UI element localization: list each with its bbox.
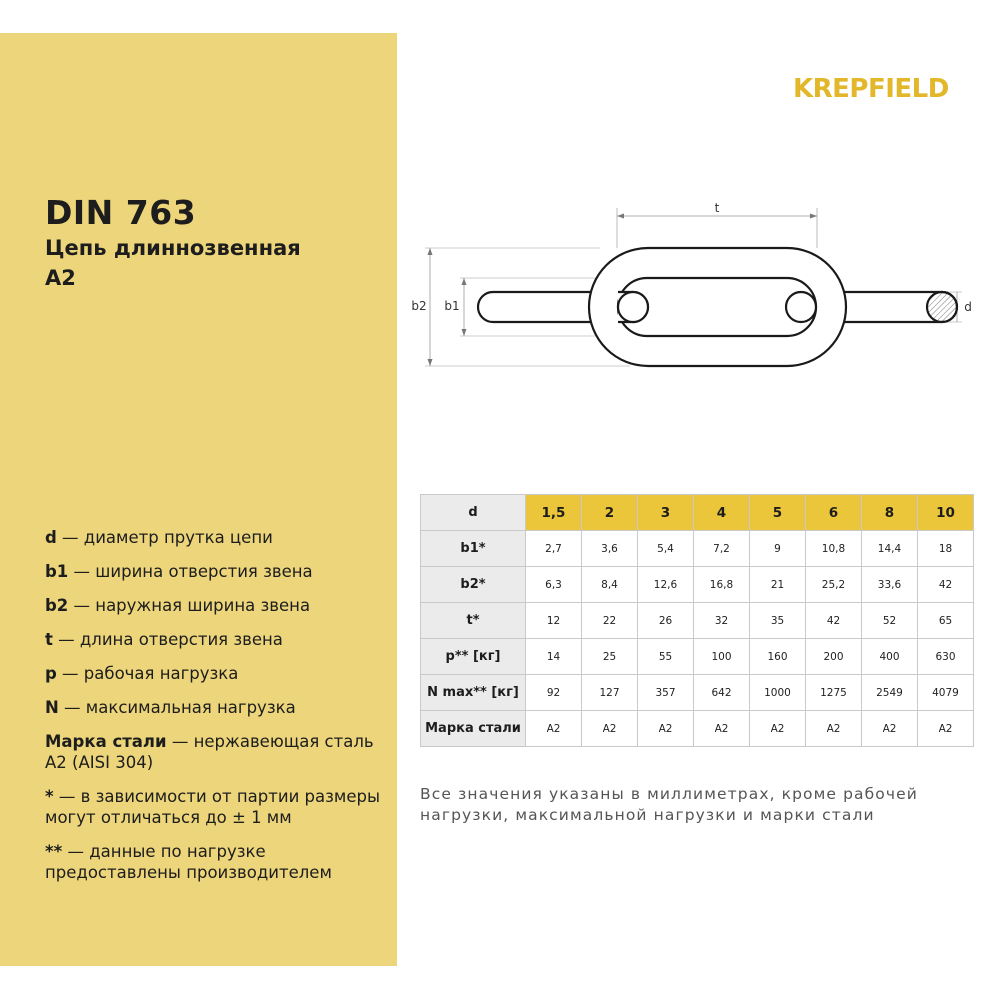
table-cell: A2 [806,711,862,747]
table-row [421,711,974,747]
title-block [45,193,301,293]
table-cell: 18 [918,531,974,567]
spec-table [420,494,974,747]
table-column-header: 5 [750,495,806,531]
table-row-label: b2* [421,567,526,603]
table-row-label: b1* [421,531,526,567]
table-row-label: Марка стали [421,711,526,747]
table-cell: 3,6 [582,531,638,567]
table-cell: 2549 [862,675,918,711]
table-row-label: N max** [кг] [421,675,526,711]
subtitle-line-2: A2 [45,266,76,290]
table-cell: 14,4 [862,531,918,567]
table-cell: A2 [918,711,974,747]
table-cell: 12,6 [638,567,694,603]
table-cell: A2 [526,711,582,747]
table-row-label: t* [421,603,526,639]
legend-text: — максимальная нагрузка [58,698,296,717]
table-cell: 642 [694,675,750,711]
table-header-d: d [421,495,526,531]
legend-key: b1 [45,562,69,581]
table-cell: 160 [750,639,806,675]
dim-t-label: t [714,201,720,215]
legend-item [45,697,390,718]
legend-text: — рабочая нагрузка [56,664,239,683]
units-note: Все значения указаны в миллиметрах, кроме рабочей нагрузки, максимальной нагрузки и марки стали [420,785,918,824]
table-cell: 630 [918,639,974,675]
legend-text: — нержавеющая сталь A2 (AISI 304) [45,732,374,772]
table-cell: A2 [582,711,638,747]
table-row [421,675,974,711]
table-row [421,531,974,567]
table-column-header: 8 [862,495,918,531]
table-cell: 92 [526,675,582,711]
legend-text: — длина отверстия звена [52,630,283,649]
legend-item [45,786,390,828]
table-column-header: 10 [918,495,974,531]
table-cell: 7,2 [694,531,750,567]
table-cell: 32 [694,603,750,639]
legend-list [45,527,390,896]
table-cell: 10,8 [806,531,862,567]
table-row [421,567,974,603]
brand-logo: KREPFIELD [793,74,949,104]
legend-key: ** [45,842,63,861]
legend-key: * [45,787,54,806]
table-cell: 100 [694,639,750,675]
table-column-header: 1,5 [526,495,582,531]
legend-item [45,841,390,883]
table-column-header: 2 [582,495,638,531]
table-cell: 4079 [918,675,974,711]
legend-item [45,527,390,548]
table-cell: 55 [638,639,694,675]
table-cell: 8,4 [582,567,638,603]
dim-b1-label: b1 [444,299,460,313]
table-cell: 9 [750,531,806,567]
table-cell: A2 [862,711,918,747]
legend-key: Марка стали [45,732,167,751]
legend-key: N [45,698,59,717]
table-cell: 1000 [750,675,806,711]
legend-key: b2 [45,596,69,615]
table-row-label: p** [кг] [421,639,526,675]
table-cell: 25,2 [806,567,862,603]
left-panel [0,33,397,966]
chain-diagram [400,190,980,380]
legend-key: d [45,528,57,547]
legend-item [45,595,390,616]
table-cell: 1275 [806,675,862,711]
table-cell: A2 [694,711,750,747]
table-column-header: 3 [638,495,694,531]
table-cell: 6,3 [526,567,582,603]
legend-item [45,629,390,650]
legend-text: — диаметр прутка цепи [56,528,273,547]
table-cell: 16,8 [694,567,750,603]
legend-item [45,561,390,582]
table-cell: 25 [582,639,638,675]
table-cell: 42 [918,567,974,603]
table-cell: 2,7 [526,531,582,567]
table-row [421,603,974,639]
table-cell: 35 [750,603,806,639]
legend-text: — наружная ширина звена [68,596,311,615]
legend-text: — ширина отверстия звена [68,562,313,581]
legend-key: p [45,664,57,683]
table-cell: A2 [638,711,694,747]
table-cell: 357 [638,675,694,711]
table-cell: 400 [862,639,918,675]
table-cell: 127 [582,675,638,711]
table-header-row [421,495,974,531]
rod-cross-section [927,292,957,322]
table-cell: 21 [750,567,806,603]
subtitle-line-1: Цепь длиннозвенная [45,236,301,260]
table-cell: 14 [526,639,582,675]
table-cell: 22 [582,603,638,639]
table-cell: 65 [918,603,974,639]
table-cell: 42 [806,603,862,639]
dim-d-label: d [964,300,972,314]
legend-key: t [45,630,53,649]
table-cell: 5,4 [638,531,694,567]
table-cell: 52 [862,603,918,639]
table-row [421,639,974,675]
table-cell: 26 [638,603,694,639]
table-column-header: 4 [694,495,750,531]
legend-text: — данные по нагрузке предоставлены производителем [45,842,332,882]
legend-item [45,731,390,773]
table-cell: 200 [806,639,862,675]
legend-text: — в зависимости от партии размеры могут отличаться до ± 1 мм [45,787,381,827]
dim-b2-label: b2 [411,299,427,313]
table-column-header: 6 [806,495,862,531]
table-cell: 12 [526,603,582,639]
table-cell: A2 [750,711,806,747]
legend-item [45,663,390,684]
page-title: DIN 763 [45,193,197,232]
table-cell: 33,6 [862,567,918,603]
